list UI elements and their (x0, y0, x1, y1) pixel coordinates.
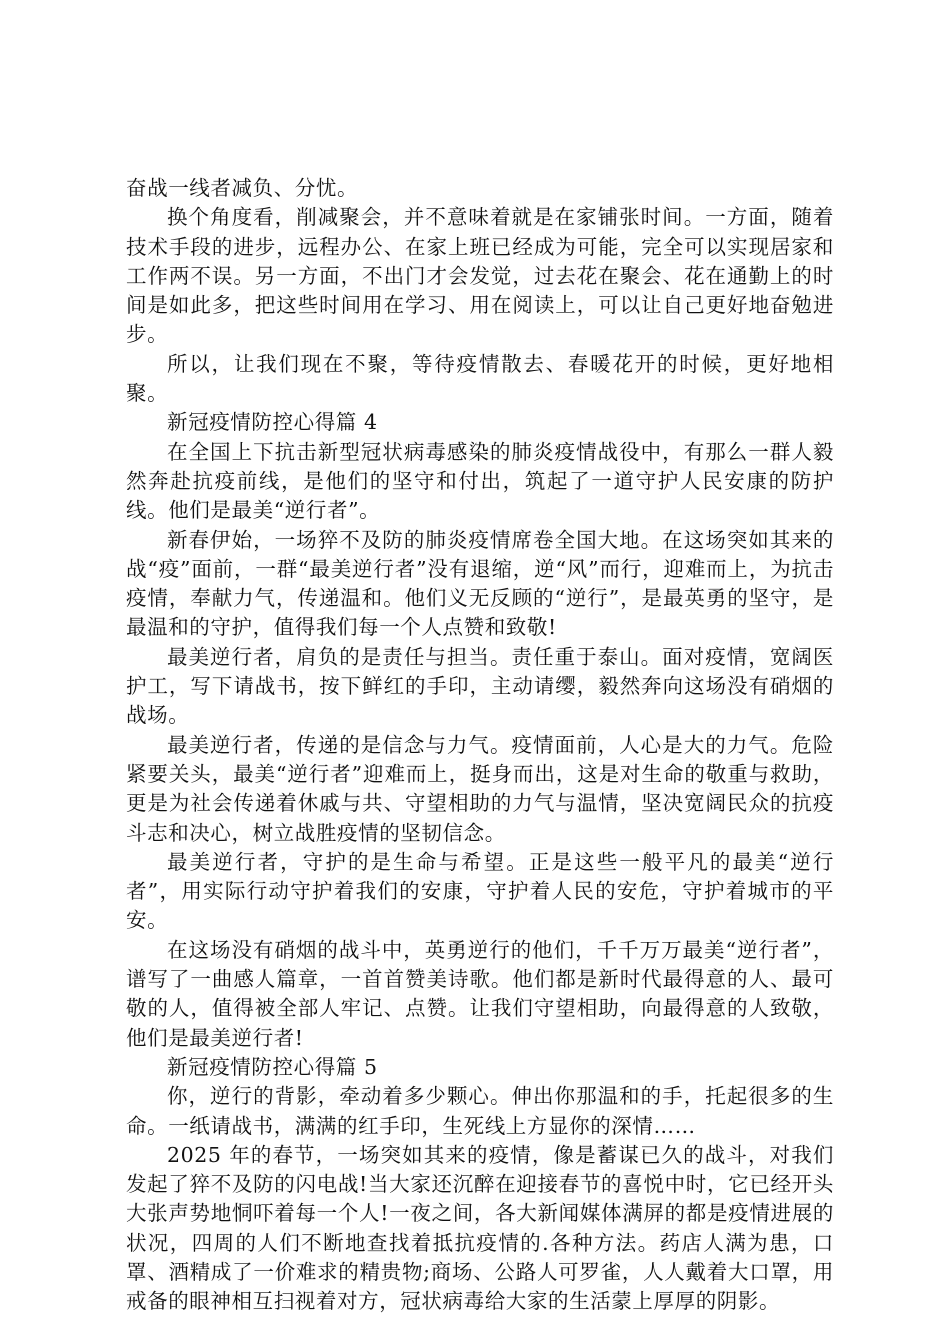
section-heading: 新冠疫情防控心得篇 5 (167, 1054, 378, 1079)
paragraph: 所以，让我们现在不聚，等待疫情散去、春暖花开的时候，更好地相聚。 (126, 351, 834, 406)
paragraph: 最美逆行者，传递的是信念与力气。疫情面前，人心是大的力气。危险紧要关头，最美“逆行者”迎难而上，挺身而出，这是对生命的敬重与救助，更是为社会传递着休戚与共、守望相助的力气与温情，坚决宽阔民众的抗疫斗志和决心，树立战胜疫情的坚韧信念。 (126, 732, 834, 845)
paragraph: 最美逆行者，肩负的是责任与担当。责任重于泰山。面对疫情，宽阔医护工，写下请战书，按下鲜红的手印，主动请缨，毅然奔向这场没有硝烟的战场。 (126, 644, 834, 728)
document-body (126, 174, 834, 1317)
paragraph: 在全国上下抗击新型冠状病毒感染的肺炎疫情战役中，有那么一群人毅然奔赴抗疫前线，是他们的坚守和付出，筑起了一道守护人民安康的防护线。他们是最美“逆行者”。 (126, 439, 834, 523)
section-heading: 新冠疫情防控心得篇 4 (167, 410, 378, 435)
paragraph: 2025 年的春节，一场突如其来的疫情，像是蓄谋已久的战斗，对我们发起了猝不及防的闪电战!当大家还沉醉在迎接春节的喜悦中时，它已经开头大张声势地恫吓着每一个人!一夜之间，各大新闻媒体满屏的都是疫情进展的状况，四周的人们不断地查找着抵抗疫情的.各种方法。药店人满为患，口罩、酒精成了一价难求的精贵物;商场、公路人可罗雀，人人戴着大口罩，用戒备的眼神相互扫视着对方，冠状病毒给大家的生活蒙上厚厚的阴影。 (126, 1142, 834, 1314)
paragraph: 奋战一线者减负、分忧。 (126, 176, 359, 200)
paragraph: 最美逆行者，守护的是生命与希望。正是这些一般平凡的最美“逆行者”，用实际行动守护着我们的安康，守护着人民的安危，守护着城市的平安。 (126, 849, 834, 933)
paragraph: 新春伊始，一场猝不及防的肺炎疫情席卷全国大地。在这场突如其来的战“疫”面前，一群“最美逆行者”没有退缩，逆“风”而行，迎难而上，为抗击疫情，奉献力气，传递温和。他们义无反顾的“逆行”，是最英勇的坚守，是最温和的守护，值得我们每一个人点赞和致敬! (126, 527, 834, 640)
paragraph: 换个角度看，削减聚会，并不意味着就是在家铺张时间。一方面，随着技术手段的进步，远程办公、在家上班已经成为可能，完全可以实现居家和工作两不误。另一方面，不出门才会发觉，过去花在聚会、花在通勤上的时间是如此多，把这些时间用在学习、用在阅读上，可以让自己更好地奋勉进步。 (126, 205, 834, 347)
paragraph: 你，逆行的背影，牵动着多少颗心。伸出你那温和的手，托起很多的生命。一纸请战书，满满的红手印，生死线上方显你的深情…… (126, 1084, 834, 1138)
paragraph: 在这场没有硝烟的战斗中，英勇逆行的他们，千千万万最美“逆行者”，谱写了一曲感人篇章，一首首赞美诗歌。他们都是新时代最得意的人、最可敬的人，值得被全部人牢记、点赞。让我们守望相助，向最得意的人致敬，他们是最美逆行者! (126, 937, 834, 1050)
